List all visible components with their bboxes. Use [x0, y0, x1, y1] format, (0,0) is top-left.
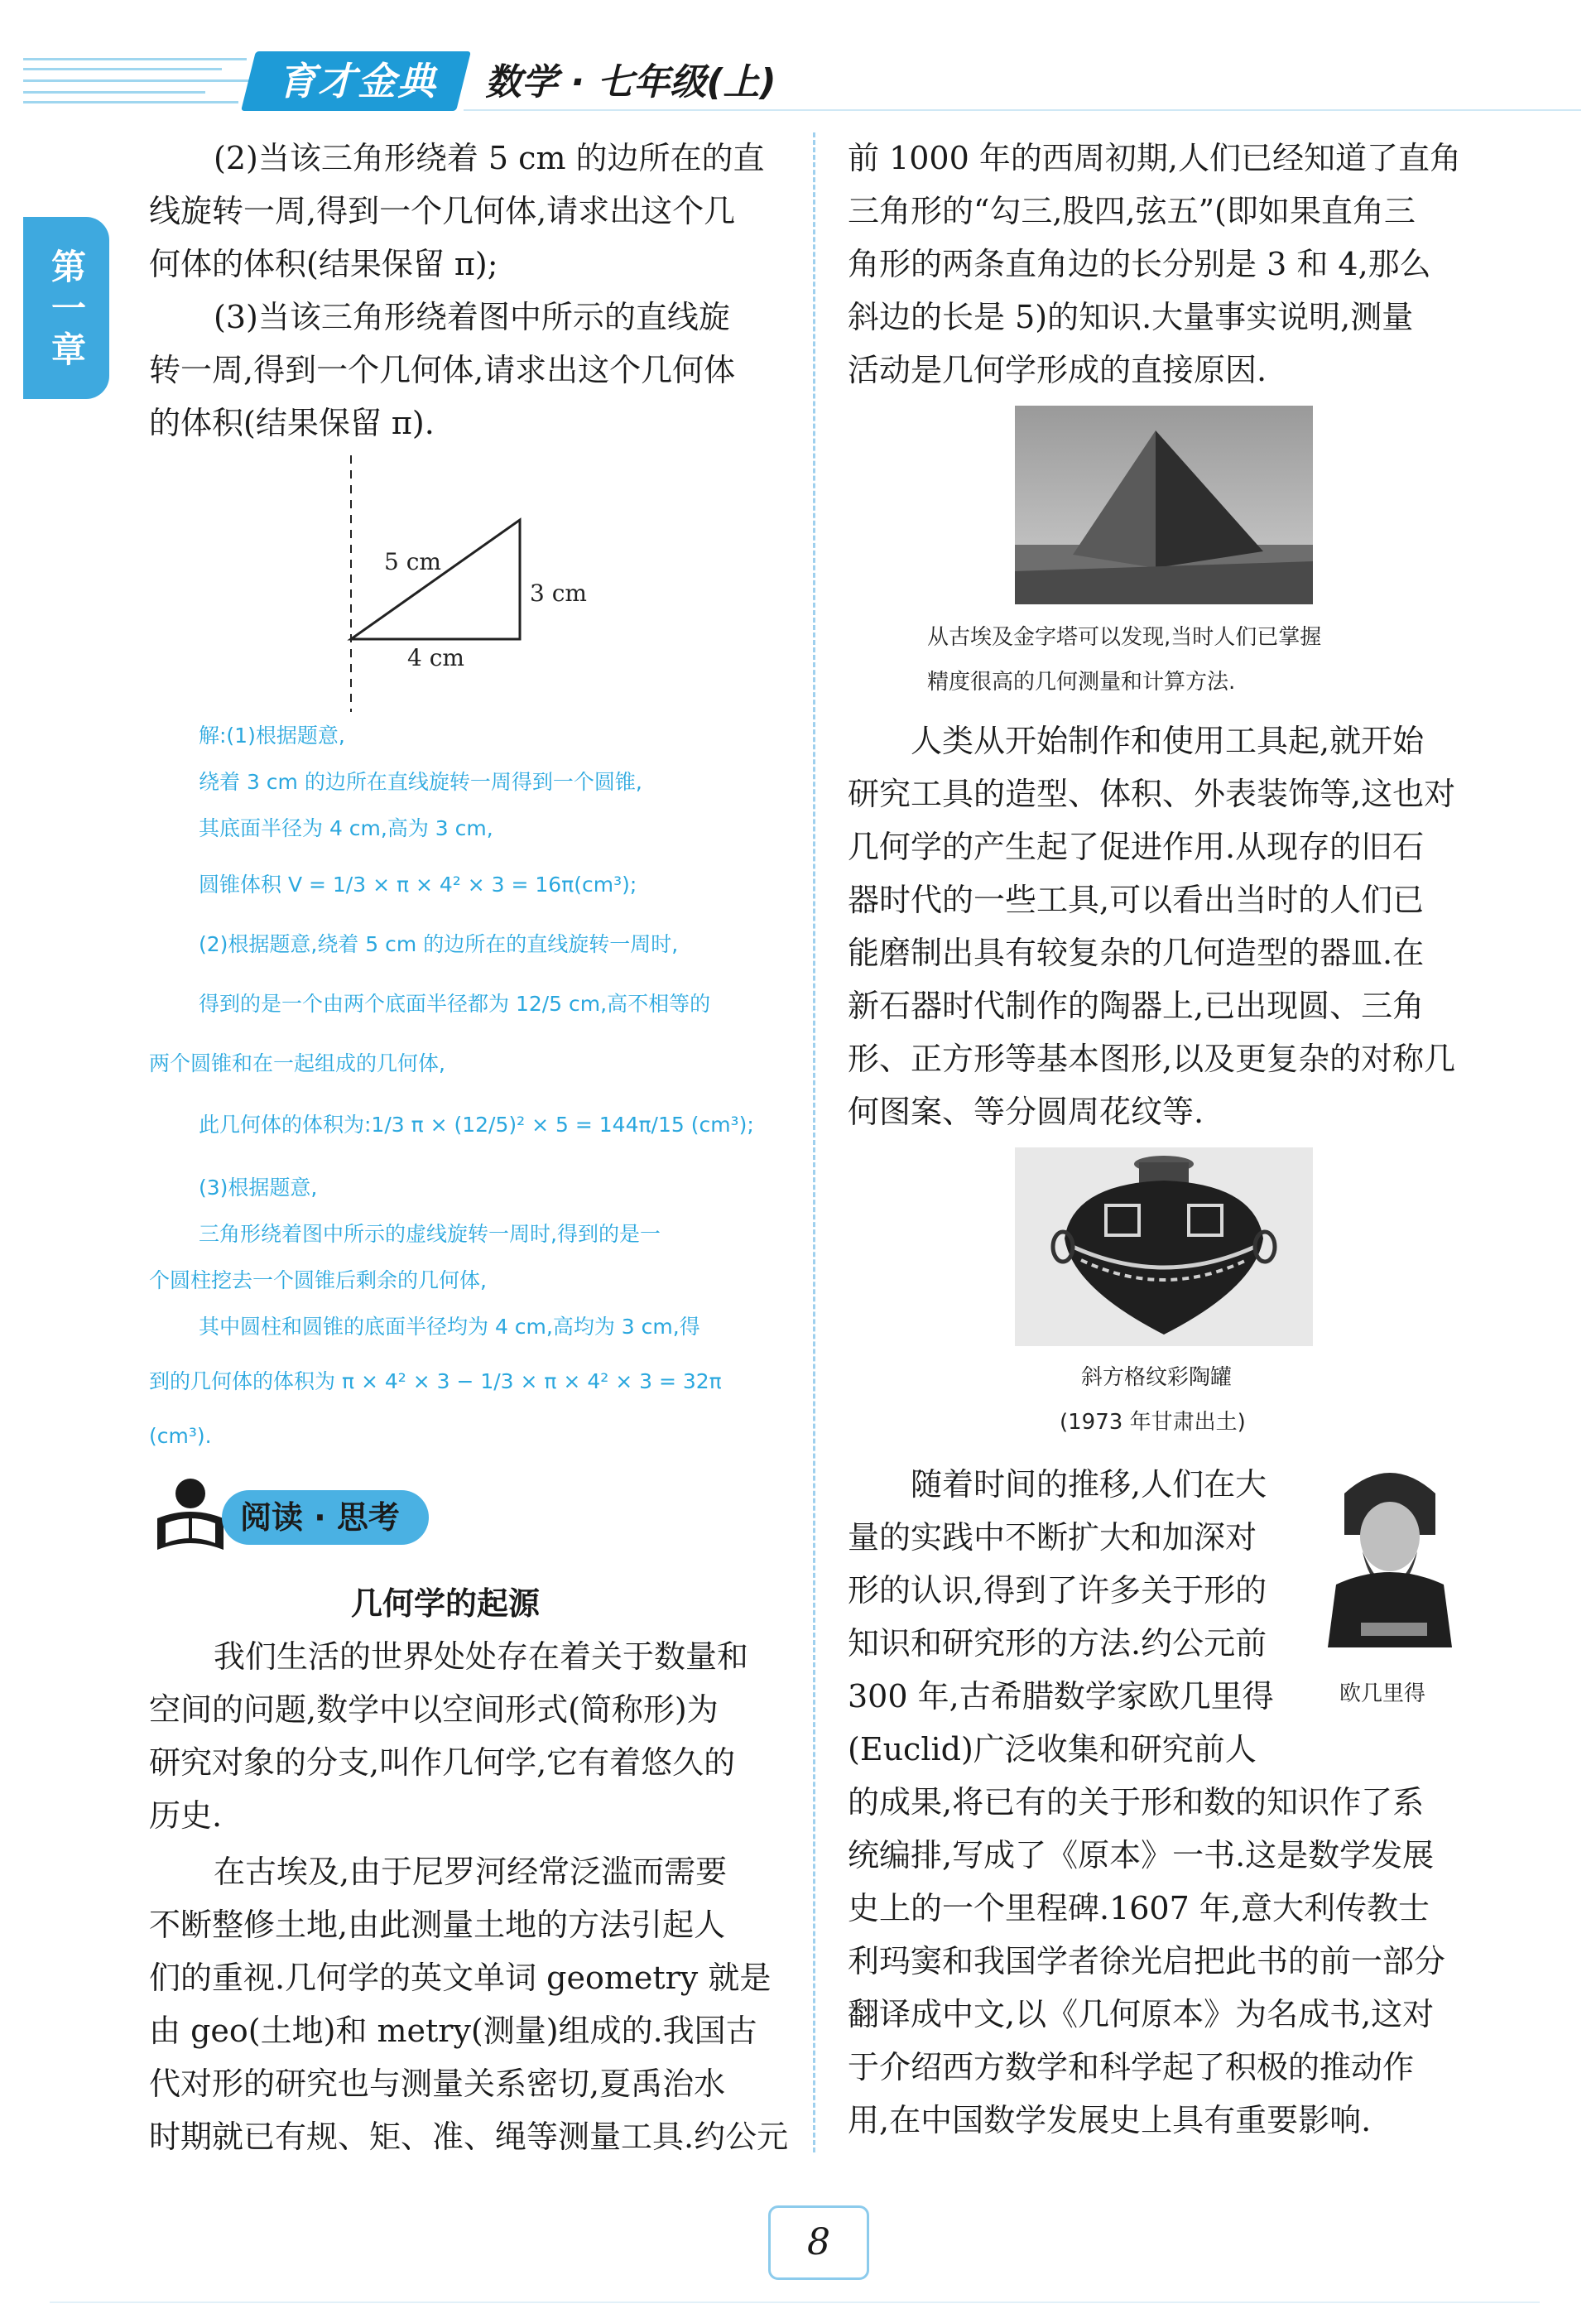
problem-line: (3)当该三角形绕着图中所示的直线旋 — [214, 299, 730, 335]
solution-line: 圆锥体积 V = 1/3 × π × 4² × 3 = 16π(cm³); — [199, 873, 637, 897]
article-line: 用,在中国数学发展史上具有重要影响. — [848, 2102, 1372, 2138]
article-line: 由 geo(土地)和 metry(测量)组成的.我国古 — [149, 2013, 757, 2049]
article-line: 们的重视.几何学的英文单词 geometry 就是 — [149, 1960, 772, 1996]
base-label: 4 cm — [407, 644, 464, 671]
solution-line: 绕着 3 cm 的边所在直线旋转一周得到一个圆锥, — [199, 770, 642, 794]
caption-line: 精度很高的几何测量和计算方法. — [927, 670, 1236, 695]
page-number: 8 — [807, 2221, 830, 2263]
article-line: 形、正方形等基本图形,以及更复杂的对称几 — [848, 1041, 1456, 1077]
problem-line: 转一周,得到一个几何体,请求出这个几何体 — [149, 352, 736, 388]
brand-title: 育才金典 — [278, 59, 437, 103]
article-line: 活动是几何学形成的直接原因. — [848, 352, 1267, 388]
caption-line: 斜方格纹彩陶罐 — [1081, 1365, 1233, 1390]
solution-line: 两个圆锥和在一起组成的几何体, — [149, 1051, 445, 1075]
article-line: 能磨制出具有较复杂的几何造型的器皿.在 — [848, 935, 1425, 971]
article-line: 统编排,写成了《原本》一书.这是数学发展 — [848, 1837, 1435, 1873]
solution-line: 三角形绕着图中所示的虚线旋转一周时,得到的是一 — [199, 1222, 661, 1246]
article-title: 几何学的起源 — [351, 1585, 541, 1622]
reading-badge-label: 阅读 · 思考 — [240, 1499, 400, 1536]
solution-line: 得到的是一个由两个底面半径都为 12/5 cm,高不相等的 — [199, 992, 711, 1016]
article-line: 量的实践中不断扩大和加深对 — [848, 1519, 1257, 1556]
triangle-figure — [298, 447, 629, 720]
subject-title: 数学 · 七年级(上) — [485, 61, 776, 103]
article-line: 在古埃及,由于尼罗河经常泛滥而需要 — [214, 1854, 728, 1890]
solution-line: 其底面半径为 4 cm,高为 3 cm, — [199, 816, 493, 840]
column-divider — [813, 132, 815, 2152]
article-line: 代对形的研究也与测量关系密切,夏禹治水 — [149, 2066, 726, 2102]
reader-icon — [149, 1475, 232, 1558]
hypotenuse-label: 5 cm — [384, 548, 441, 575]
problem-line: 线旋转一周,得到一个几何体,请求出这个几 — [149, 193, 736, 229]
problem-line: 何体的体积(结果保留 π); — [149, 246, 498, 282]
article-line: (Euclid)广泛收集和研究前人 — [848, 1731, 1257, 1768]
article-line: 利玛窦和我国学者徐光启把此书的前一部分 — [848, 1943, 1446, 1979]
article-line: 我们生活的世界处处存在着关于数量和 — [214, 1638, 749, 1675]
header-rule — [464, 109, 1581, 111]
problem-line: (2)当该三角形绕着 5 cm 的边所在的直 — [214, 140, 765, 176]
solution-line: 解:(1)根据题意, — [199, 724, 345, 748]
solution-line: 此几何体的体积为:1/3 π × (12/5)² × 5 = 144π/15 (cm³); — [199, 1113, 754, 1137]
article-line: 何图案、等分圆周花纹等. — [848, 1094, 1204, 1130]
article-line: 斜边的长是 5)的知识.大量事实说明,测量 — [848, 299, 1414, 335]
problem-line: 的体积(结果保留 π). — [149, 405, 435, 441]
euclid-portrait — [1311, 1460, 1469, 1647]
solution-line: (3)根据题意, — [199, 1176, 318, 1200]
chapter-tab — [23, 217, 109, 399]
article-line: 空间的问题,数学中以空间形式(简称形)为 — [149, 1691, 719, 1728]
article-line: 随着时间的推移,人们在大 — [911, 1466, 1267, 1503]
article-line: 人类从开始制作和使用工具起,就开始 — [911, 723, 1425, 759]
article-line: 几何学的产生起了促进作用.从现存的旧石 — [848, 829, 1425, 865]
article-line: 时期就已有规、矩、准、绳等测量工具.约公元 — [149, 2119, 789, 2155]
header-decoration-lines — [23, 51, 263, 109]
solution-line: 到的几何体的体积为 π × 4² × 3 − 1/3 × π × 4² × 3 = 32π — [149, 1369, 722, 1393]
chapter-tab-label: 第一章 — [50, 247, 86, 370]
article-line: 器时代的一些工具,可以看出当时的人们已 — [848, 882, 1425, 918]
solution-line: (2)根据题意,绕着 5 cm 的边所在的直线旋转一周时, — [199, 932, 679, 956]
article-line: 研究工具的造型、体积、外表装饰等,这也对 — [848, 776, 1456, 812]
article-line: 于介绍西方数学和科学起了积极的推动作 — [848, 2049, 1415, 2085]
article-line: 历史. — [149, 1797, 223, 1834]
article-line: 角形的两条直角边的长分别是 3 和 4,那么 — [848, 246, 1431, 282]
article-line: 的成果,将已有的关于形和数的知识作了系 — [848, 1784, 1425, 1820]
article-line: 史上的一个里程碑.1607 年,意大利传教士 — [848, 1890, 1430, 1926]
footer-rule — [50, 2301, 1540, 2303]
pottery-jar-photo — [1015, 1147, 1313, 1346]
solution-line: 其中圆柱和圆锥的底面半径均为 4 cm,高均为 3 cm,得 — [199, 1315, 700, 1339]
vertical-side-label: 3 cm — [530, 580, 587, 607]
article-line: 不断整修土地,由此测量土地的方法引起人 — [149, 1907, 726, 1943]
caption-line: (1973 年甘肃出土) — [1060, 1410, 1246, 1435]
solution-line: 个圆柱挖去一个圆锥后剩余的几何体, — [149, 1268, 487, 1292]
euclid-caption: 欧几里得 — [1339, 1681, 1426, 1706]
article-line: 三角形的“勾三,股四,弦五”(即如果直角三 — [848, 193, 1416, 229]
article-line: 翻译成中文,以《几何原本》为名成书,这对 — [848, 1996, 1435, 2032]
article-line: 知识和研究形的方法.约公元前 — [848, 1625, 1267, 1662]
article-line: 新石器时代制作的陶器上,已出现圆、三角 — [848, 988, 1425, 1024]
article-line: 形的认识,得到了许多关于形的 — [848, 1572, 1267, 1609]
caption-line: 从古埃及金字塔可以发现,当时人们已掌握 — [927, 625, 1322, 650]
pyramid-photo — [1015, 406, 1313, 604]
solution-line: (cm³). — [149, 1424, 212, 1448]
article-line: 前 1000 年的西周初期,人们已经知道了直角 — [848, 140, 1461, 176]
article-line: 研究对象的分支,叫作几何学,它有着悠久的 — [149, 1744, 736, 1781]
article-line: 300 年,古希腊数学家欧几里得 — [848, 1678, 1274, 1715]
